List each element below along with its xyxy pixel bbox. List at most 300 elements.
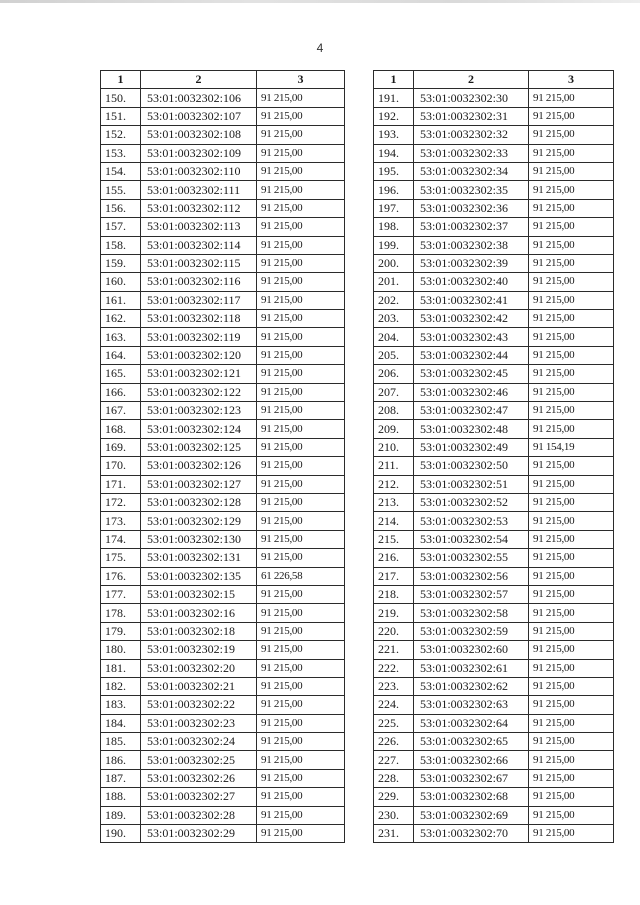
row-number-cell: 229. (374, 788, 414, 806)
row-number-cell: 215. (374, 530, 414, 548)
value-cell: 91 215,00 (529, 420, 614, 438)
table-row (101, 659, 345, 677)
cadastral-number-cell: 53:01:0032302:37 (414, 218, 529, 236)
value-cell: 91 215,00 (529, 788, 614, 806)
row-number-cell: 176. (101, 567, 141, 585)
table-row (101, 144, 345, 162)
table-row (101, 438, 345, 456)
cadastral-number-cell: 53:01:0032302:31 (414, 107, 529, 125)
row-number-cell: 208. (374, 402, 414, 420)
row-number-cell: 213. (374, 493, 414, 511)
cadastral-number-cell: 53:01:0032302:24 (141, 733, 257, 751)
cadastral-number-cell: 53:01:0032302:59 (414, 622, 529, 640)
cadastral-number-cell: 53:01:0032302:118 (141, 310, 257, 328)
row-number-cell: 203. (374, 310, 414, 328)
table-row (374, 714, 614, 732)
value-cell: 91 215,00 (257, 457, 345, 475)
value-cell: 91 215,00 (257, 751, 345, 769)
row-number-cell: 174. (101, 530, 141, 548)
cadastral-number-cell: 53:01:0032302:42 (414, 310, 529, 328)
table-row (101, 126, 345, 144)
value-cell: 91 215,00 (529, 530, 614, 548)
cadastral-number-cell: 53:01:0032302:111 (141, 181, 257, 199)
cadastral-number-cell: 53:01:0032302:67 (414, 769, 529, 787)
table-row (101, 512, 345, 530)
value-cell: 91 215,00 (257, 585, 345, 603)
row-number-cell: 153. (101, 144, 141, 162)
value-cell: 91 215,00 (529, 199, 614, 217)
row-number-cell: 179. (101, 622, 141, 640)
cadastral-number-cell: 53:01:0032302:122 (141, 383, 257, 401)
table-row (374, 751, 614, 769)
header-row (374, 71, 614, 89)
table-row (374, 733, 614, 751)
row-number-cell: 185. (101, 733, 141, 751)
table-row (374, 420, 614, 438)
row-number-cell: 226. (374, 733, 414, 751)
row-number-cell: 182. (101, 677, 141, 695)
table-row (101, 641, 345, 659)
cadastral-number-cell: 53:01:0032302:15 (141, 585, 257, 603)
value-cell: 91 215,00 (529, 457, 614, 475)
cadastral-number-cell: 53:01:0032302:20 (141, 659, 257, 677)
row-number-cell: 181. (101, 659, 141, 677)
table-row (101, 254, 345, 272)
cadastral-number-cell: 53:01:0032302:46 (414, 383, 529, 401)
value-cell: 91 215,00 (529, 493, 614, 511)
table-row (374, 604, 614, 622)
cadastral-number-cell: 53:01:0032302:65 (414, 733, 529, 751)
table-row (101, 475, 345, 493)
row-number-cell: 186. (101, 751, 141, 769)
value-cell: 91 215,00 (257, 604, 345, 622)
cadastral-number-cell: 53:01:0032302:128 (141, 493, 257, 511)
cadastral-number-cell: 53:01:0032302:44 (414, 346, 529, 364)
value-cell: 91 215,00 (257, 162, 345, 180)
cadastral-number-cell: 53:01:0032302:28 (141, 806, 257, 824)
table-row (374, 402, 614, 420)
cadastral-number-cell: 53:01:0032302:47 (414, 402, 529, 420)
value-cell: 91 154,19 (529, 438, 614, 456)
row-number-cell: 163. (101, 328, 141, 346)
row-number-cell: 189. (101, 806, 141, 824)
row-number-cell: 168. (101, 420, 141, 438)
row-number-cell: 150. (101, 89, 141, 107)
cadastral-number-cell: 53:01:0032302:131 (141, 549, 257, 567)
value-cell: 91 215,00 (529, 310, 614, 328)
value-cell: 91 215,00 (529, 254, 614, 272)
value-cell: 91 215,00 (257, 641, 345, 659)
table-row (101, 310, 345, 328)
table-row (101, 806, 345, 824)
value-cell: 91 215,00 (529, 604, 614, 622)
table-row (374, 236, 614, 254)
value-cell: 91 215,00 (257, 825, 345, 843)
row-number-cell: 169. (101, 438, 141, 456)
value-cell: 91 215,00 (257, 273, 345, 291)
cadastral-number-cell: 53:01:0032302:34 (414, 162, 529, 180)
row-number-cell: 231. (374, 825, 414, 843)
value-cell: 91 215,00 (257, 254, 345, 272)
value-cell: 91 215,00 (529, 825, 614, 843)
row-number-cell: 209. (374, 420, 414, 438)
cadastral-number-cell: 53:01:0032302:60 (414, 641, 529, 659)
value-cell: 91 215,00 (529, 641, 614, 659)
value-cell: 91 215,00 (257, 291, 345, 309)
value-cell: 91 215,00 (257, 402, 345, 420)
value-cell: 91 215,00 (529, 107, 614, 125)
row-number-cell: 224. (374, 696, 414, 714)
row-number-cell: 217. (374, 567, 414, 585)
row-number-cell: 191. (374, 89, 414, 107)
table-row (101, 549, 345, 567)
value-cell: 91 215,00 (529, 162, 614, 180)
table-row (374, 825, 614, 843)
row-number-cell: 218. (374, 585, 414, 603)
cadastral-number-cell: 53:01:0032302:21 (141, 677, 257, 695)
row-number-cell: 161. (101, 291, 141, 309)
table-row (101, 530, 345, 548)
cadastral-number-cell: 53:01:0032302:32 (414, 126, 529, 144)
table-row (101, 162, 345, 180)
table-row (374, 144, 614, 162)
cadastral-number-cell: 53:01:0032302:38 (414, 236, 529, 254)
row-number-cell: 173. (101, 512, 141, 530)
value-cell: 91 215,00 (529, 475, 614, 493)
cadastral-number-cell: 53:01:0032302:64 (414, 714, 529, 732)
value-cell: 91 215,00 (257, 346, 345, 364)
table-row (374, 512, 614, 530)
row-number-cell: 193. (374, 126, 414, 144)
cadastral-number-cell: 53:01:0032302:63 (414, 696, 529, 714)
cadastral-number-cell: 53:01:0032302:108 (141, 126, 257, 144)
value-cell: 91 215,00 (257, 199, 345, 217)
cadastral-number-cell: 53:01:0032302:66 (414, 751, 529, 769)
cadastral-number-cell: 53:01:0032302:33 (414, 144, 529, 162)
row-number-cell: 221. (374, 641, 414, 659)
column-header-cadastral: 2 (414, 71, 529, 89)
cadastral-number-cell: 53:01:0032302:107 (141, 107, 257, 125)
cadastral-number-cell: 53:01:0032302:61 (414, 659, 529, 677)
table-row (101, 273, 345, 291)
table-row (101, 825, 345, 843)
cadastral-number-cell: 53:01:0032302:52 (414, 493, 529, 511)
cadastral-number-cell: 53:01:0032302:62 (414, 677, 529, 695)
table-row (101, 346, 345, 364)
table-row (374, 585, 614, 603)
value-cell: 91 215,00 (257, 181, 345, 199)
table-row (101, 769, 345, 787)
table-row (101, 622, 345, 640)
value-cell: 91 215,00 (257, 365, 345, 383)
value-cell: 91 215,00 (529, 751, 614, 769)
row-number-cell: 183. (101, 696, 141, 714)
row-number-cell: 187. (101, 769, 141, 787)
value-cell: 91 215,00 (257, 622, 345, 640)
value-cell: 91 215,00 (257, 677, 345, 695)
row-number-cell: 223. (374, 677, 414, 695)
column-header-number: 1 (101, 71, 141, 89)
value-cell: 91 215,00 (257, 696, 345, 714)
value-cell: 91 215,00 (529, 806, 614, 824)
cadastral-number-cell: 53:01:0032302:27 (141, 788, 257, 806)
table-row (101, 696, 345, 714)
value-cell: 91 215,00 (529, 236, 614, 254)
cadastral-number-cell: 53:01:0032302:135 (141, 567, 257, 585)
value-cell: 91 215,00 (529, 622, 614, 640)
row-number-cell: 160. (101, 273, 141, 291)
table-row (374, 641, 614, 659)
cadastral-number-cell: 53:01:0032302:43 (414, 328, 529, 346)
value-cell: 91 215,00 (529, 273, 614, 291)
row-number-cell: 211. (374, 457, 414, 475)
row-number-cell: 175. (101, 549, 141, 567)
cadastral-number-cell: 53:01:0032302:116 (141, 273, 257, 291)
table-row (101, 751, 345, 769)
value-cell: 91 215,00 (257, 126, 345, 144)
cadastral-number-cell: 53:01:0032302:114 (141, 236, 257, 254)
value-cell: 91 215,00 (257, 475, 345, 493)
row-number-cell: 222. (374, 659, 414, 677)
table-row (101, 714, 345, 732)
cadastral-number-cell: 53:01:0032302:26 (141, 769, 257, 787)
table-row (374, 530, 614, 548)
cadastral-number-cell: 53:01:0032302:126 (141, 457, 257, 475)
table-row (374, 218, 614, 236)
row-number-cell: 158. (101, 236, 141, 254)
row-number-cell: 199. (374, 236, 414, 254)
value-cell: 91 215,00 (257, 438, 345, 456)
cadastral-number-cell: 53:01:0032302:41 (414, 291, 529, 309)
cadastral-number-cell: 53:01:0032302:121 (141, 365, 257, 383)
column-header-cadastral: 2 (141, 71, 257, 89)
row-number-cell: 162. (101, 310, 141, 328)
table-row (374, 107, 614, 125)
row-number-cell: 151. (101, 107, 141, 125)
cadastral-number-cell: 53:01:0032302:51 (414, 475, 529, 493)
cadastral-number-cell: 53:01:0032302:115 (141, 254, 257, 272)
table-row (101, 218, 345, 236)
table-row (101, 199, 345, 217)
table-row (374, 493, 614, 511)
value-cell: 91 215,00 (257, 107, 345, 125)
cadastral-number-cell: 53:01:0032302:106 (141, 89, 257, 107)
value-cell: 61 226,58 (257, 567, 345, 585)
value-cell: 91 215,00 (257, 383, 345, 401)
cadastral-number-cell: 53:01:0032302:16 (141, 604, 257, 622)
value-cell: 91 215,00 (257, 714, 345, 732)
row-number-cell: 156. (101, 199, 141, 217)
cadastral-number-cell: 53:01:0032302:117 (141, 291, 257, 309)
table-row (374, 383, 614, 401)
value-cell: 91 215,00 (529, 549, 614, 567)
value-cell: 91 215,00 (257, 144, 345, 162)
row-number-cell: 170. (101, 457, 141, 475)
value-cell: 91 215,00 (529, 714, 614, 732)
cadastral-number-cell: 53:01:0032302:119 (141, 328, 257, 346)
registry-table-left (100, 70, 345, 843)
row-number-cell: 172. (101, 493, 141, 511)
cadastral-number-cell: 53:01:0032302:123 (141, 402, 257, 420)
cadastral-number-cell: 53:01:0032302:125 (141, 438, 257, 456)
cadastral-number-cell: 53:01:0032302:45 (414, 365, 529, 383)
table-row (374, 126, 614, 144)
table-row (101, 236, 345, 254)
cadastral-number-cell: 53:01:0032302:55 (414, 549, 529, 567)
table-row (101, 107, 345, 125)
table-row (101, 383, 345, 401)
table-row (374, 346, 614, 364)
table-body-right (374, 89, 614, 843)
table-row (101, 365, 345, 383)
value-cell: 91 215,00 (257, 659, 345, 677)
cadastral-number-cell: 53:01:0032302:69 (414, 806, 529, 824)
row-number-cell: 210. (374, 438, 414, 456)
row-number-cell: 227. (374, 751, 414, 769)
value-cell: 91 215,00 (257, 493, 345, 511)
table-body-left (101, 89, 345, 843)
value-cell: 91 215,00 (529, 328, 614, 346)
value-cell: 91 215,00 (529, 733, 614, 751)
table-row (374, 310, 614, 328)
cadastral-number-cell: 53:01:0032302:124 (141, 420, 257, 438)
row-number-cell: 184. (101, 714, 141, 732)
cadastral-number-cell: 53:01:0032302:19 (141, 641, 257, 659)
table-row (374, 162, 614, 180)
cadastral-number-cell: 53:01:0032302:56 (414, 567, 529, 585)
value-cell: 91 215,00 (529, 567, 614, 585)
row-number-cell: 201. (374, 273, 414, 291)
table-row (374, 549, 614, 567)
row-number-cell: 216. (374, 549, 414, 567)
value-cell: 91 215,00 (529, 365, 614, 383)
cadastral-number-cell: 53:01:0032302:30 (414, 89, 529, 107)
row-number-cell: 205. (374, 346, 414, 364)
value-cell: 91 215,00 (529, 181, 614, 199)
table-row (101, 420, 345, 438)
row-number-cell: 178. (101, 604, 141, 622)
table-row (374, 659, 614, 677)
scan-edge (0, 0, 640, 3)
column-header-number: 1 (374, 71, 414, 89)
row-number-cell: 220. (374, 622, 414, 640)
table-row (374, 475, 614, 493)
table-row (101, 604, 345, 622)
table-row (101, 457, 345, 475)
column-header-value: 3 (529, 71, 614, 89)
table-row (374, 328, 614, 346)
value-cell: 91 215,00 (257, 530, 345, 548)
row-number-cell: 219. (374, 604, 414, 622)
cadastral-number-cell: 53:01:0032302:36 (414, 199, 529, 217)
table-row (101, 733, 345, 751)
cadastral-number-cell: 53:01:0032302:109 (141, 144, 257, 162)
table-row (374, 365, 614, 383)
row-number-cell: 207. (374, 383, 414, 401)
table-row (374, 567, 614, 585)
row-number-cell: 190. (101, 825, 141, 843)
row-number-cell: 200. (374, 254, 414, 272)
value-cell: 91 215,00 (529, 383, 614, 401)
table-row (374, 438, 614, 456)
cadastral-number-cell: 53:01:0032302:113 (141, 218, 257, 236)
row-number-cell: 228. (374, 769, 414, 787)
table-row (374, 89, 614, 107)
value-cell: 91 215,00 (257, 769, 345, 787)
row-number-cell: 177. (101, 585, 141, 603)
cadastral-number-cell: 53:01:0032302:49 (414, 438, 529, 456)
table-row (101, 585, 345, 603)
value-cell: 91 215,00 (529, 677, 614, 695)
row-number-cell: 166. (101, 383, 141, 401)
page-number: 4 (316, 41, 324, 55)
cadastral-number-cell: 53:01:0032302:48 (414, 420, 529, 438)
cadastral-number-cell: 53:01:0032302:127 (141, 475, 257, 493)
value-cell: 91 215,00 (257, 218, 345, 236)
row-number-cell: 225. (374, 714, 414, 732)
cadastral-number-cell: 53:01:0032302:23 (141, 714, 257, 732)
registry-table-right (373, 70, 614, 843)
table-row (374, 199, 614, 217)
table-row (101, 89, 345, 107)
row-number-cell: 157. (101, 218, 141, 236)
row-number-cell: 197. (374, 199, 414, 217)
value-cell: 91 215,00 (529, 89, 614, 107)
cadastral-number-cell: 53:01:0032302:130 (141, 530, 257, 548)
table-row (374, 273, 614, 291)
row-number-cell: 180. (101, 641, 141, 659)
cadastral-number-cell: 53:01:0032302:50 (414, 457, 529, 475)
cadastral-number-cell: 53:01:0032302:53 (414, 512, 529, 530)
value-cell: 91 215,00 (529, 585, 614, 603)
header-row (101, 71, 345, 89)
table-row (101, 181, 345, 199)
column-header-value: 3 (257, 71, 345, 89)
value-cell: 91 215,00 (529, 126, 614, 144)
value-cell: 91 215,00 (257, 512, 345, 530)
cadastral-number-cell: 53:01:0032302:18 (141, 622, 257, 640)
table-row (374, 696, 614, 714)
row-number-cell: 171. (101, 475, 141, 493)
value-cell: 91 215,00 (257, 310, 345, 328)
value-cell: 91 215,00 (257, 806, 345, 824)
table-row (101, 291, 345, 309)
value-cell: 91 215,00 (257, 733, 345, 751)
table-row (101, 493, 345, 511)
row-number-cell: 212. (374, 475, 414, 493)
cadastral-number-cell: 53:01:0032302:22 (141, 696, 257, 714)
row-number-cell: 195. (374, 162, 414, 180)
row-number-cell: 159. (101, 254, 141, 272)
cadastral-number-cell: 53:01:0032302:58 (414, 604, 529, 622)
value-cell: 91 215,00 (529, 512, 614, 530)
row-number-cell: 206. (374, 365, 414, 383)
value-cell: 91 215,00 (529, 218, 614, 236)
row-number-cell: 204. (374, 328, 414, 346)
cadastral-number-cell: 53:01:0032302:35 (414, 181, 529, 199)
table-row (101, 328, 345, 346)
table-row (101, 567, 345, 585)
value-cell: 91 215,00 (257, 236, 345, 254)
row-number-cell: 198. (374, 218, 414, 236)
cadastral-number-cell: 53:01:0032302:70 (414, 825, 529, 843)
value-cell: 91 215,00 (257, 420, 345, 438)
cadastral-number-cell: 53:01:0032302:54 (414, 530, 529, 548)
value-cell: 91 215,00 (529, 769, 614, 787)
row-number-cell: 155. (101, 181, 141, 199)
row-number-cell: 165. (101, 365, 141, 383)
row-number-cell: 230. (374, 806, 414, 824)
